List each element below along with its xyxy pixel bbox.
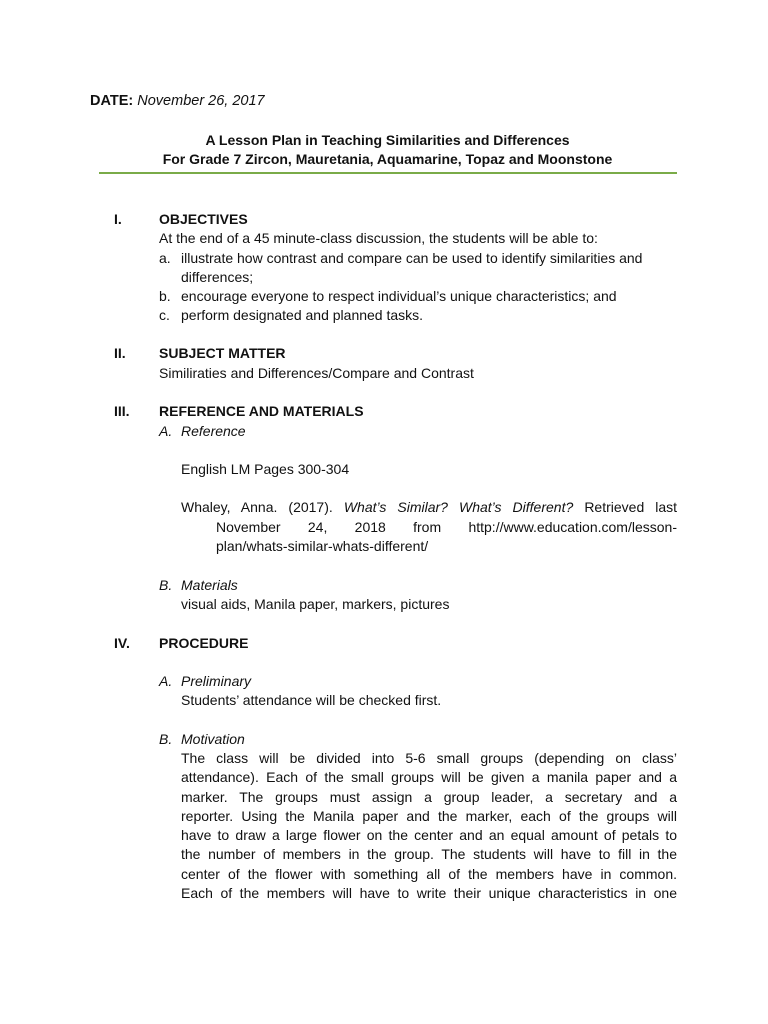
motivation-line: center of the flower with something all of the members have in common. (181, 866, 677, 882)
reference-item-1: English LM Pages 300-304 (181, 461, 350, 477)
lesson-subtitle: For Grade 7 Zircon, Mauretania, Aquamarine, Topaz and Moonstone (162, 151, 613, 167)
reference-author: Whaley, Anna. (2017). (181, 499, 333, 515)
procedure-sub-label-motivation: Motivation (181, 731, 245, 747)
motivation-line: attendance). Each of the small groups will be given a manila paper and a (181, 769, 677, 785)
motivation-line: the number of members in the group. The students will have to fill in the (181, 846, 677, 862)
reference-sub-label: Reference (181, 423, 246, 439)
objective-c: perform designated and planned tasks. (181, 307, 424, 323)
motivation-line: marker. The groups must assign a group leader, a secretary and a (181, 789, 677, 805)
objective-b: encourage everyone to respect individual’s unique characteristics; and (181, 288, 617, 304)
section-heading-reference: REFERENCE AND MATERIALS (159, 403, 364, 419)
section-heading-objectives: OBJECTIVES (159, 211, 248, 227)
reference-item-2-line3: plan/whats-similar-whats-different/ (216, 538, 429, 554)
procedure-sub-label-preliminary: Preliminary (181, 673, 252, 689)
title-divider (99, 172, 677, 174)
reference-marker-a: A. (159, 423, 173, 439)
section-numeral-objectives: I. (114, 211, 122, 227)
preliminary-text: Students’ attendance will be checked first. (181, 692, 442, 708)
section-numeral-procedure: IV. (114, 635, 130, 651)
reference-item-2-line1 (181, 499, 677, 515)
date-value: November 26, 2017 (137, 93, 265, 109)
section-heading-subject: SUBJECT MATTER (159, 345, 286, 361)
objective-marker-c: c. (159, 307, 170, 323)
procedure-marker-a: A. (159, 673, 173, 689)
motivation-line: The class will be divided into 5-6 small groups (depending on class’ (181, 750, 677, 766)
objective-marker-b: b. (159, 288, 171, 304)
objectives-intro: At the end of a 45 minute-class discussion, the students will be able to: (159, 230, 598, 246)
materials-sub-label: Materials (181, 577, 238, 593)
objective-a-line1: illustrate how contrast and compare can be used to identify similarities and (181, 250, 643, 266)
section-numeral-subject: II. (114, 345, 126, 361)
reference-item-2-line2: November 24, 2018 from http://www.education.com/lesson- (216, 519, 677, 535)
lesson-title: A Lesson Plan in Teaching Similarities and Differences (205, 132, 570, 148)
section-heading-procedure: PROCEDURE (159, 635, 249, 651)
objective-a-line2: differences; (181, 269, 254, 285)
materials-list: visual aids, Manila paper, markers, pictures (181, 596, 450, 612)
objective-marker-a: a. (159, 250, 171, 266)
materials-marker-b: B. (159, 577, 173, 593)
reference-title: What’s Similar? What’s Different? (343, 499, 574, 515)
section-numeral-reference: III. (114, 403, 130, 419)
procedure-marker-b: B. (159, 731, 173, 747)
motivation-line: have to draw a large flower on the center and an equal amount of petals to (181, 827, 677, 843)
date-label: DATE: (90, 93, 134, 109)
reference-retrieved: Retrieved last (584, 499, 678, 515)
date-line (90, 93, 265, 109)
subject-text: Similiraties and Differences/Compare and Contrast (159, 365, 474, 381)
motivation-line: Each of the members will have to write their unique characteristics in one (181, 885, 677, 901)
motivation-line: reporter. Using the Manila paper and the marker, each of the groups will (181, 808, 677, 824)
